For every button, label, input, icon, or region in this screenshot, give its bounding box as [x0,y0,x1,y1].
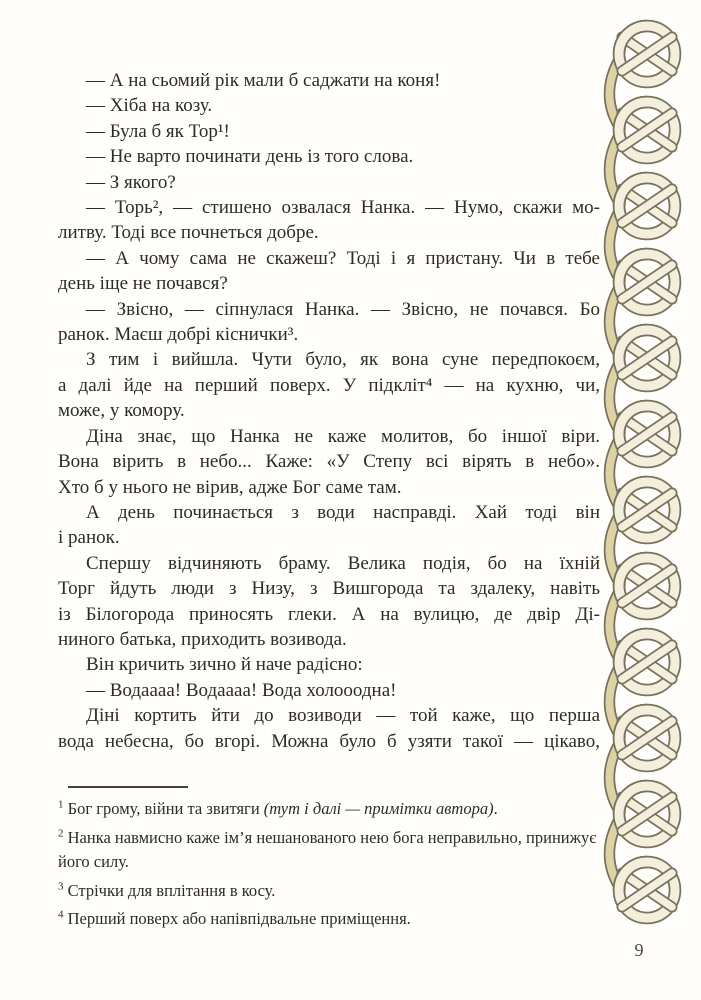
page-number: 9 [634,940,644,960]
text-line: ниного батька, приходить возивода. [58,628,347,650]
footnote-text: Нанка навмисно каже ім’я нешанованого нею бога неправильно, принижує його силу. [58,827,597,871]
knot-unit [610,178,676,280]
footnote-text: Бог грому, війни та звитяги [67,799,264,818]
footnote-marker: 1 [58,798,64,811]
knot-unit [610,330,676,432]
body-text [58,68,600,754]
footnote-separator-rule [68,786,188,788]
footnote-marker: 3 [58,880,64,892]
text-line: може, у комору. [58,400,185,422]
knot-unit [610,786,676,888]
text-line: ранок. Маєш добрі кіснички³. [58,324,299,346]
footnote-item [58,907,600,932]
text-line: — З якого? [86,171,176,193]
text-line: — А чому сама не скажеш? Тоді і я пристану. Чи в тебе [86,247,600,269]
text-line: литву. Тоді все почнеться добре. [58,222,319,244]
knot-unit [610,254,676,356]
footnote-item [58,826,600,875]
text-line: — А на сьомий рік мали б саджати на коня! [86,70,441,91]
knot-unit [610,634,676,736]
text-line: а далі йде на перший поверх. У підкліт⁴ — на кухню, чи, [58,374,600,396]
footnote-text: . [493,799,498,818]
knot-unit [610,26,676,128]
footnote-text: Перший поверх або напівпідвальне приміщення. [67,909,411,928]
text-line: — Не варто починати день із того слова. [86,146,414,168]
text-line: Вона вірить в небо... Каже: «У Степу всі вірять в небо». [58,451,600,473]
footnote-marker: 4 [58,908,64,921]
text-line: Хто б у нього не вірив, адже Бог саме там. [58,476,402,498]
knot-unit [610,482,676,584]
text-line: і ранок. [58,527,120,549]
text-line: — Хіба на козу. [86,95,213,117]
text-line: вода небесна, бо вгорі. Можна було б узяти такої — цікаво, [58,730,600,752]
footnote-item [58,879,600,904]
footnote-marker: 2 [58,827,64,839]
text-line: Діні кортить йти до возиводи — той каже, що перша [86,705,600,727]
text-line: — Була б як Тор¹! [86,120,230,142]
knot-unit [610,406,676,508]
footnotes [58,797,600,936]
text-line: — Звісно, — сіпнулася Нанка. — Звісно, не почався. Бо [86,298,600,320]
text-line: Він кричить зично й наче радісно: [86,654,363,676]
text-line: день іще не почався? [58,273,228,295]
text-line: із Білогорода приносять глеки. А на вулицю, де двір Ді- [58,603,600,625]
text-line: — Водаааа! Водаааа! Вода холооодна! [86,679,397,701]
footnote-item [58,797,600,822]
text-line: Торг йдуть люди з Низу, з Вишгорода та здалеку, навіть [58,578,600,600]
knot-unit [619,862,675,918]
text-line: — Торь², — стишено озвалася Нанка. — Нумо, скажи мо- [86,197,600,219]
knot-unit [610,710,676,812]
knot-unit [610,558,676,660]
text-line: З тим і вийшла. Чути було, як вона суне передпокоєм, [86,349,600,371]
footnote-text-italic: (тут і далі — примітки автора) [263,799,494,818]
knot-unit [610,102,676,204]
footnote-text: Стрічки для вплітання в косу. [67,880,276,900]
text-line: Спершу відчиняють браму. Велика подія, бо на їхній [86,552,600,574]
text-line: А день починається з води насправді. Хай тоді він [86,501,600,523]
text-line: Діна знає, що Нанка не каже молитов, бо іншої віри. [86,425,600,447]
